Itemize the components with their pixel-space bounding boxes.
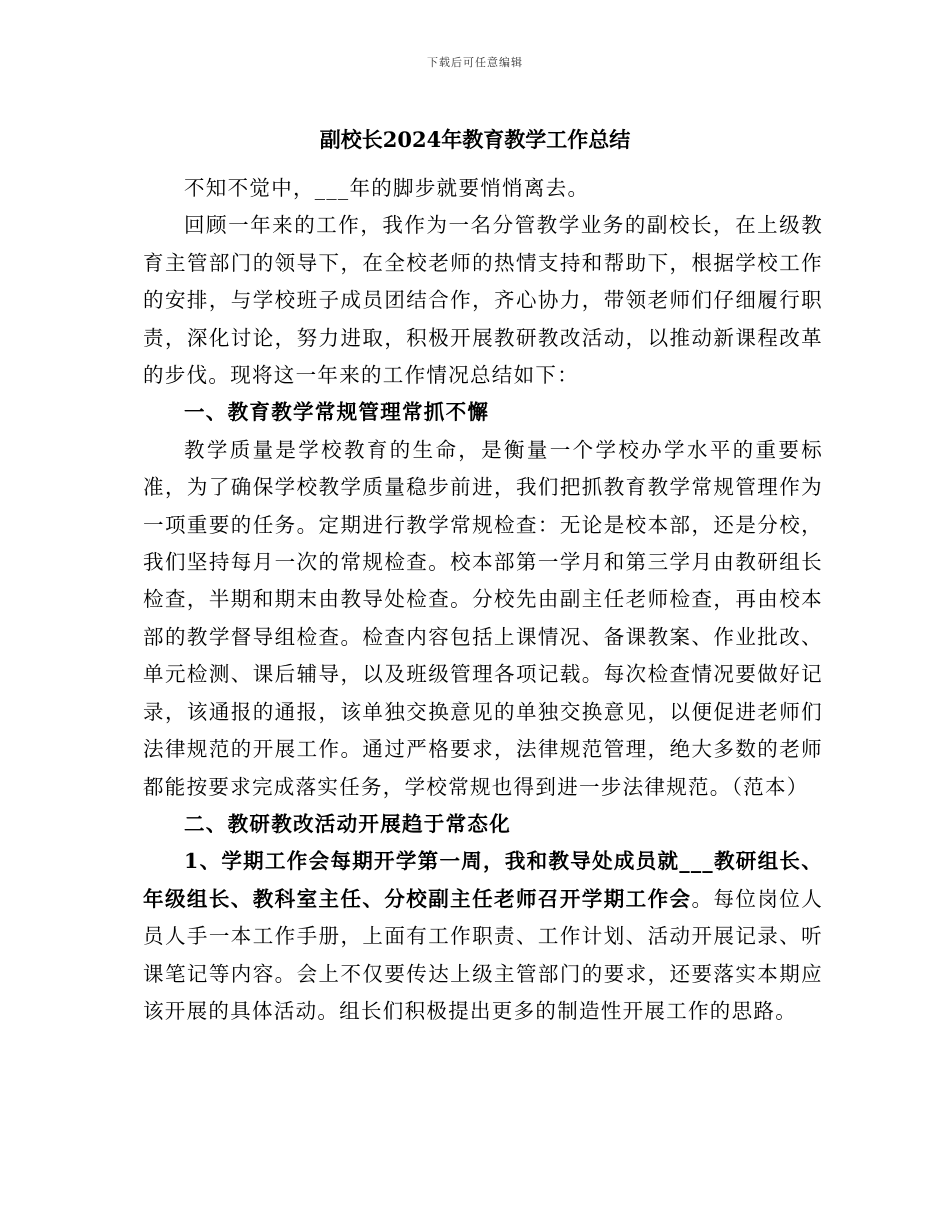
paragraph-routine-management: 教学质量是学校教育的生命，是衡量一个学校办学水平的重要标准，为了确保学校教学质量稳步前进，我们把抓教育教学常规管理作为一项重要的任务。定期进行教学常规检查：无论是校本部，还是分校，我们坚持每月一次的常规检查。校本部第一学月和第三学月由教研组长检查，半期和期末由教导处检查。分校先由副主任老师检查，再由校本部的教学督导组检查。检查内容包括上课情况、备课教案、作业批改、单元检测、课后辅导，以及班级管理各项记载。每次检查情况要做好记录，该通报的通报，该单独交换意见的单独交换意见，以便促进老师们法律规范的开展工作。通过严格要求，法律规范管理，绝大多数的老师都能按要求完成落实任务，学校常规也得到进一步法律规范。（范本） <box>143 437 823 799</box>
paragraph-review: 回顾一年来的工作，我作为一名分管教学业务的副校长，在上级教育主管部门的领导下，在全校老师的热情支持和帮助下，根据学校工作的安排，与学校班子成员团结合作，齐心协力，带领老师们仔细履行职责，深化讨论，努力进取，积极开展教研教改活动，以推动新课程改革的步伐。现将这一年来的工作情况总结如下： <box>143 213 823 388</box>
semester-meeting-lead: 1、学期工作会每期开学第一周，我和教导处成员就___教研组长、年级组长、教科室主任、分校副主任老师召开学期工作会 <box>143 849 823 911</box>
paragraph-semester-meeting <box>143 843 823 1030</box>
document-body <box>143 170 823 1030</box>
paragraph-intro: 不知不觉中，___年的脚步就要悄悄离去。 <box>184 176 590 200</box>
semester-meeting-detail: 。每位岗位人员人手一本工作手册，上面有工作职责、工作计划、活动开展记录、听课笔记等内容。会上不仅要传达上级主管部门的要求，还要落实本期应该开展的具体活动。组长们积极提出更多的制造性开展工作的思路。 <box>143 886 823 1023</box>
document-title: 副校长2024年教育教学工作总结 <box>319 127 631 152</box>
section-heading-2: 二、教研教改活动开展趋于常态化 <box>184 811 511 836</box>
section-heading-1: 一、教育教学常规管理常抓不懈 <box>184 400 490 425</box>
page-header-note: 下载后可任意编辑 <box>427 56 523 69</box>
